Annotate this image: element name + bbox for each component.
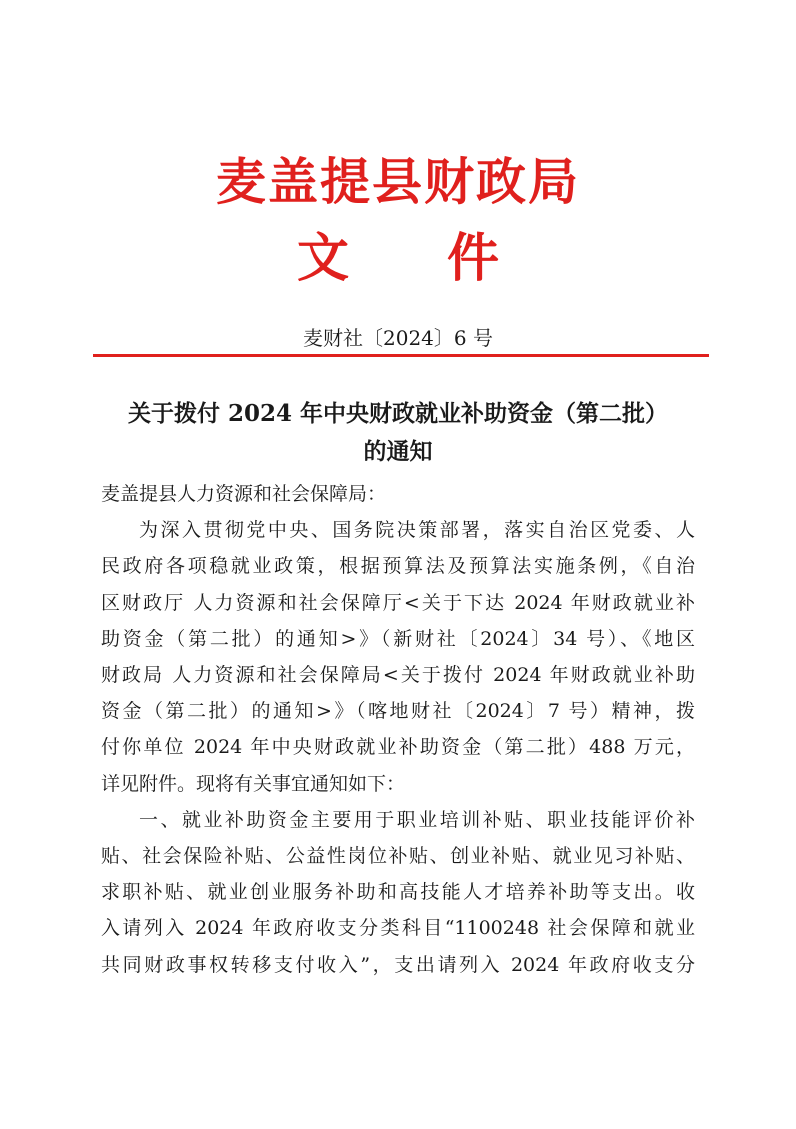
body-line: 一、就业补助资金主要用于职业培训补贴、职业技能评价补 — [139, 808, 695, 831]
body-line: 求职补贴、就业创业服务补助和高技能人才培养补助等支出。收 — [101, 881, 695, 904]
red-divider-line — [93, 354, 709, 357]
document-kind-heading: 文 件 — [296, 228, 540, 289]
notice-title-line: 关于拨付 2024 年中央财政就业补助资金（第二批） — [127, 400, 669, 427]
body-line: 入请列入 2024 年政府收支分类科目“1100248 社会保障和就业 — [101, 917, 695, 940]
body-line: 助资金（第二批）的通知>》（新财社〔2024〕34 号）、《地区 — [101, 627, 695, 650]
paragraph-1 — [101, 512, 695, 802]
paragraph-2 — [101, 802, 695, 983]
notice-title-line: 的通知 — [363, 438, 433, 465]
notice-body — [101, 476, 695, 983]
body-line: 付你单位 2024 年中央财政就业补助资金（第二批）488 万元， — [101, 736, 695, 759]
body-line: 详见附件。现将有关事宜通知如下： — [101, 772, 406, 795]
body-line: 共同财政事权转移支付收入”，支出请列入 2024 年政府收支分 — [101, 953, 695, 976]
body-line: 民政府各项稳就业政策，根据预算法及预算法实施条例，《自治 — [101, 555, 695, 578]
body-line: 区财政厅 人力资源和社会保障厅<关于下达 2024 年财政就业补 — [101, 591, 695, 614]
body-line: 为深入贯彻党中央、国务院决策部署，落实自治区党委、人 — [139, 519, 695, 542]
notice-title — [70, 395, 726, 471]
addressee: 麦盖提县人力资源和社会保障局： — [101, 483, 387, 505]
issuing-org-heading: 麦盖提县财政局 — [216, 152, 580, 211]
document-number: 麦财社〔2024〕6 号 — [303, 326, 493, 350]
body-line: 资金（第二批）的通知>》（喀地财社〔2024〕7 号）精神，拨 — [101, 700, 695, 723]
body-line: 贴、社会保险补贴、公益性岗位补贴、创业补贴、就业见习补贴、 — [101, 845, 695, 868]
body-line: 财政局 人力资源和社会保障局<关于拨付 2024 年财政就业补助 — [101, 664, 695, 687]
